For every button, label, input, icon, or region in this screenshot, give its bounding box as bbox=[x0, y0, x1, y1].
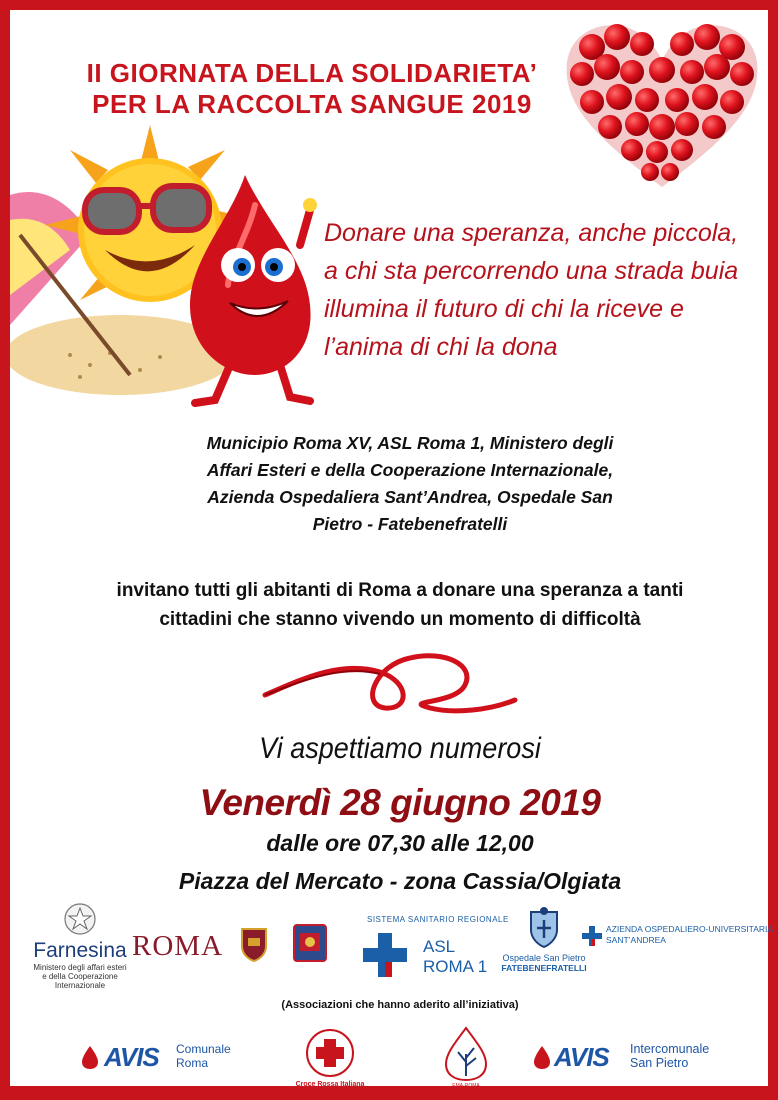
ospedale-san-pietro-logo bbox=[494, 906, 594, 973]
red-cross-icon bbox=[305, 1028, 355, 1078]
event-date: Venerdì 28 giugno 2019 bbox=[199, 782, 601, 823]
avis-intercomunale-line-1: Intercomunale bbox=[630, 1042, 710, 1056]
asl-header: SISTEMA SANITARIO REGIONALE bbox=[367, 915, 509, 924]
ribbon-heart-image bbox=[260, 640, 520, 720]
croce-rossa-label: Croce Rossa Italiana bbox=[295, 1081, 365, 1088]
roma-logo-text: ROMA bbox=[132, 930, 224, 962]
associations-label: (Associazioni che hanno aderito all’iniziativa) bbox=[281, 999, 519, 1011]
avis-mark-icon bbox=[532, 1044, 554, 1070]
croce-rossa-logo bbox=[290, 1028, 370, 1088]
ema-roma-label: EMA-ROMA bbox=[452, 1083, 480, 1089]
organizers-line: Pietro - Fatebenefratelli bbox=[312, 514, 508, 534]
organizers-line: Azienda Ospedaliera Sant’Andrea, Ospedale San bbox=[207, 487, 613, 507]
municipio-crest-icon bbox=[292, 923, 328, 963]
organizers-list bbox=[160, 430, 660, 538]
santandrea-cross-icon bbox=[582, 926, 602, 946]
avis-comunale-line-1: Comunale bbox=[176, 1042, 231, 1056]
sun-and-blood-drop-illustration bbox=[10, 125, 320, 415]
event-time: dalle ore 07,30 alle 12,00 bbox=[266, 830, 534, 856]
ema-roma-logo bbox=[436, 1026, 496, 1089]
invitation-line: invitano tutti gli abitanti di Roma a donare una speranza a tanti bbox=[116, 580, 684, 601]
ospedale-line-2: FATEBENEFRATELLI bbox=[501, 963, 587, 973]
poster-content bbox=[10, 10, 774, 1089]
emblem-italia-icon bbox=[63, 902, 97, 936]
ospedale-crest-icon bbox=[527, 906, 561, 948]
avis-intercomunale-line-2: San Pietro bbox=[630, 1056, 689, 1070]
tree-drop-icon bbox=[442, 1026, 490, 1082]
asl-cross-icon bbox=[361, 931, 409, 979]
santandrea-line-1: AZIENDA OSPEDALIERO-UNIVERSITARIA bbox=[606, 924, 774, 934]
organizers-line: Municipio Roma XV, ASL Roma 1, Ministero degli bbox=[206, 433, 614, 453]
roma-shield-icon bbox=[240, 926, 268, 962]
title-line-2: PER LA RACCOLTA SANGUE 2019 bbox=[92, 89, 532, 119]
ospedale-line-1: Ospedale San Pietro bbox=[502, 953, 586, 963]
avis-mark-text: AVIS bbox=[104, 1042, 159, 1072]
blood-drop-heart-image bbox=[562, 12, 762, 197]
asl-line-2: ROMA 1 bbox=[423, 957, 488, 976]
event-place: Piazza del Mercato - zona Cassia/Olgiata bbox=[178, 868, 622, 894]
quote-text: Donare una speranza, anche piccola, a chi sta percorrendo una strada buia illumina il futuro di chi la riceve e l’anima di chi la dona bbox=[324, 219, 739, 361]
avis-comunale-line-2: Roma bbox=[176, 1056, 209, 1070]
greeting-text: Vi aspettiamo numerosi bbox=[259, 732, 541, 765]
santandrea-line-2: SANT’ANDREA bbox=[606, 935, 666, 945]
avis-mark-text: AVIS bbox=[554, 1042, 609, 1072]
title-line-1: II GIORNATA DELLA SOLIDARIETA’ bbox=[86, 58, 538, 88]
invitation-line: cittadini che stanno vivendo un momento di difficoltà bbox=[159, 609, 641, 630]
avis-comunale-roma-logo bbox=[80, 1038, 260, 1072]
farnesina-subtitle: Ministero degli affari esteri bbox=[33, 963, 127, 972]
invitation-text bbox=[50, 576, 750, 634]
asl-roma1-logo bbox=[355, 915, 515, 976]
asl-line-1: ASL bbox=[423, 937, 456, 956]
farnesina-logo bbox=[20, 902, 140, 990]
farnesina-subtitle: e della Cooperazione Internazionale bbox=[42, 972, 118, 990]
organizers-line: Affari Esteri e della Cooperazione Internazionale, bbox=[206, 460, 614, 480]
avis-intercomunale-logo bbox=[532, 1040, 732, 1074]
poster-title bbox=[32, 58, 592, 120]
farnesina-name: Farnesina bbox=[33, 939, 127, 962]
